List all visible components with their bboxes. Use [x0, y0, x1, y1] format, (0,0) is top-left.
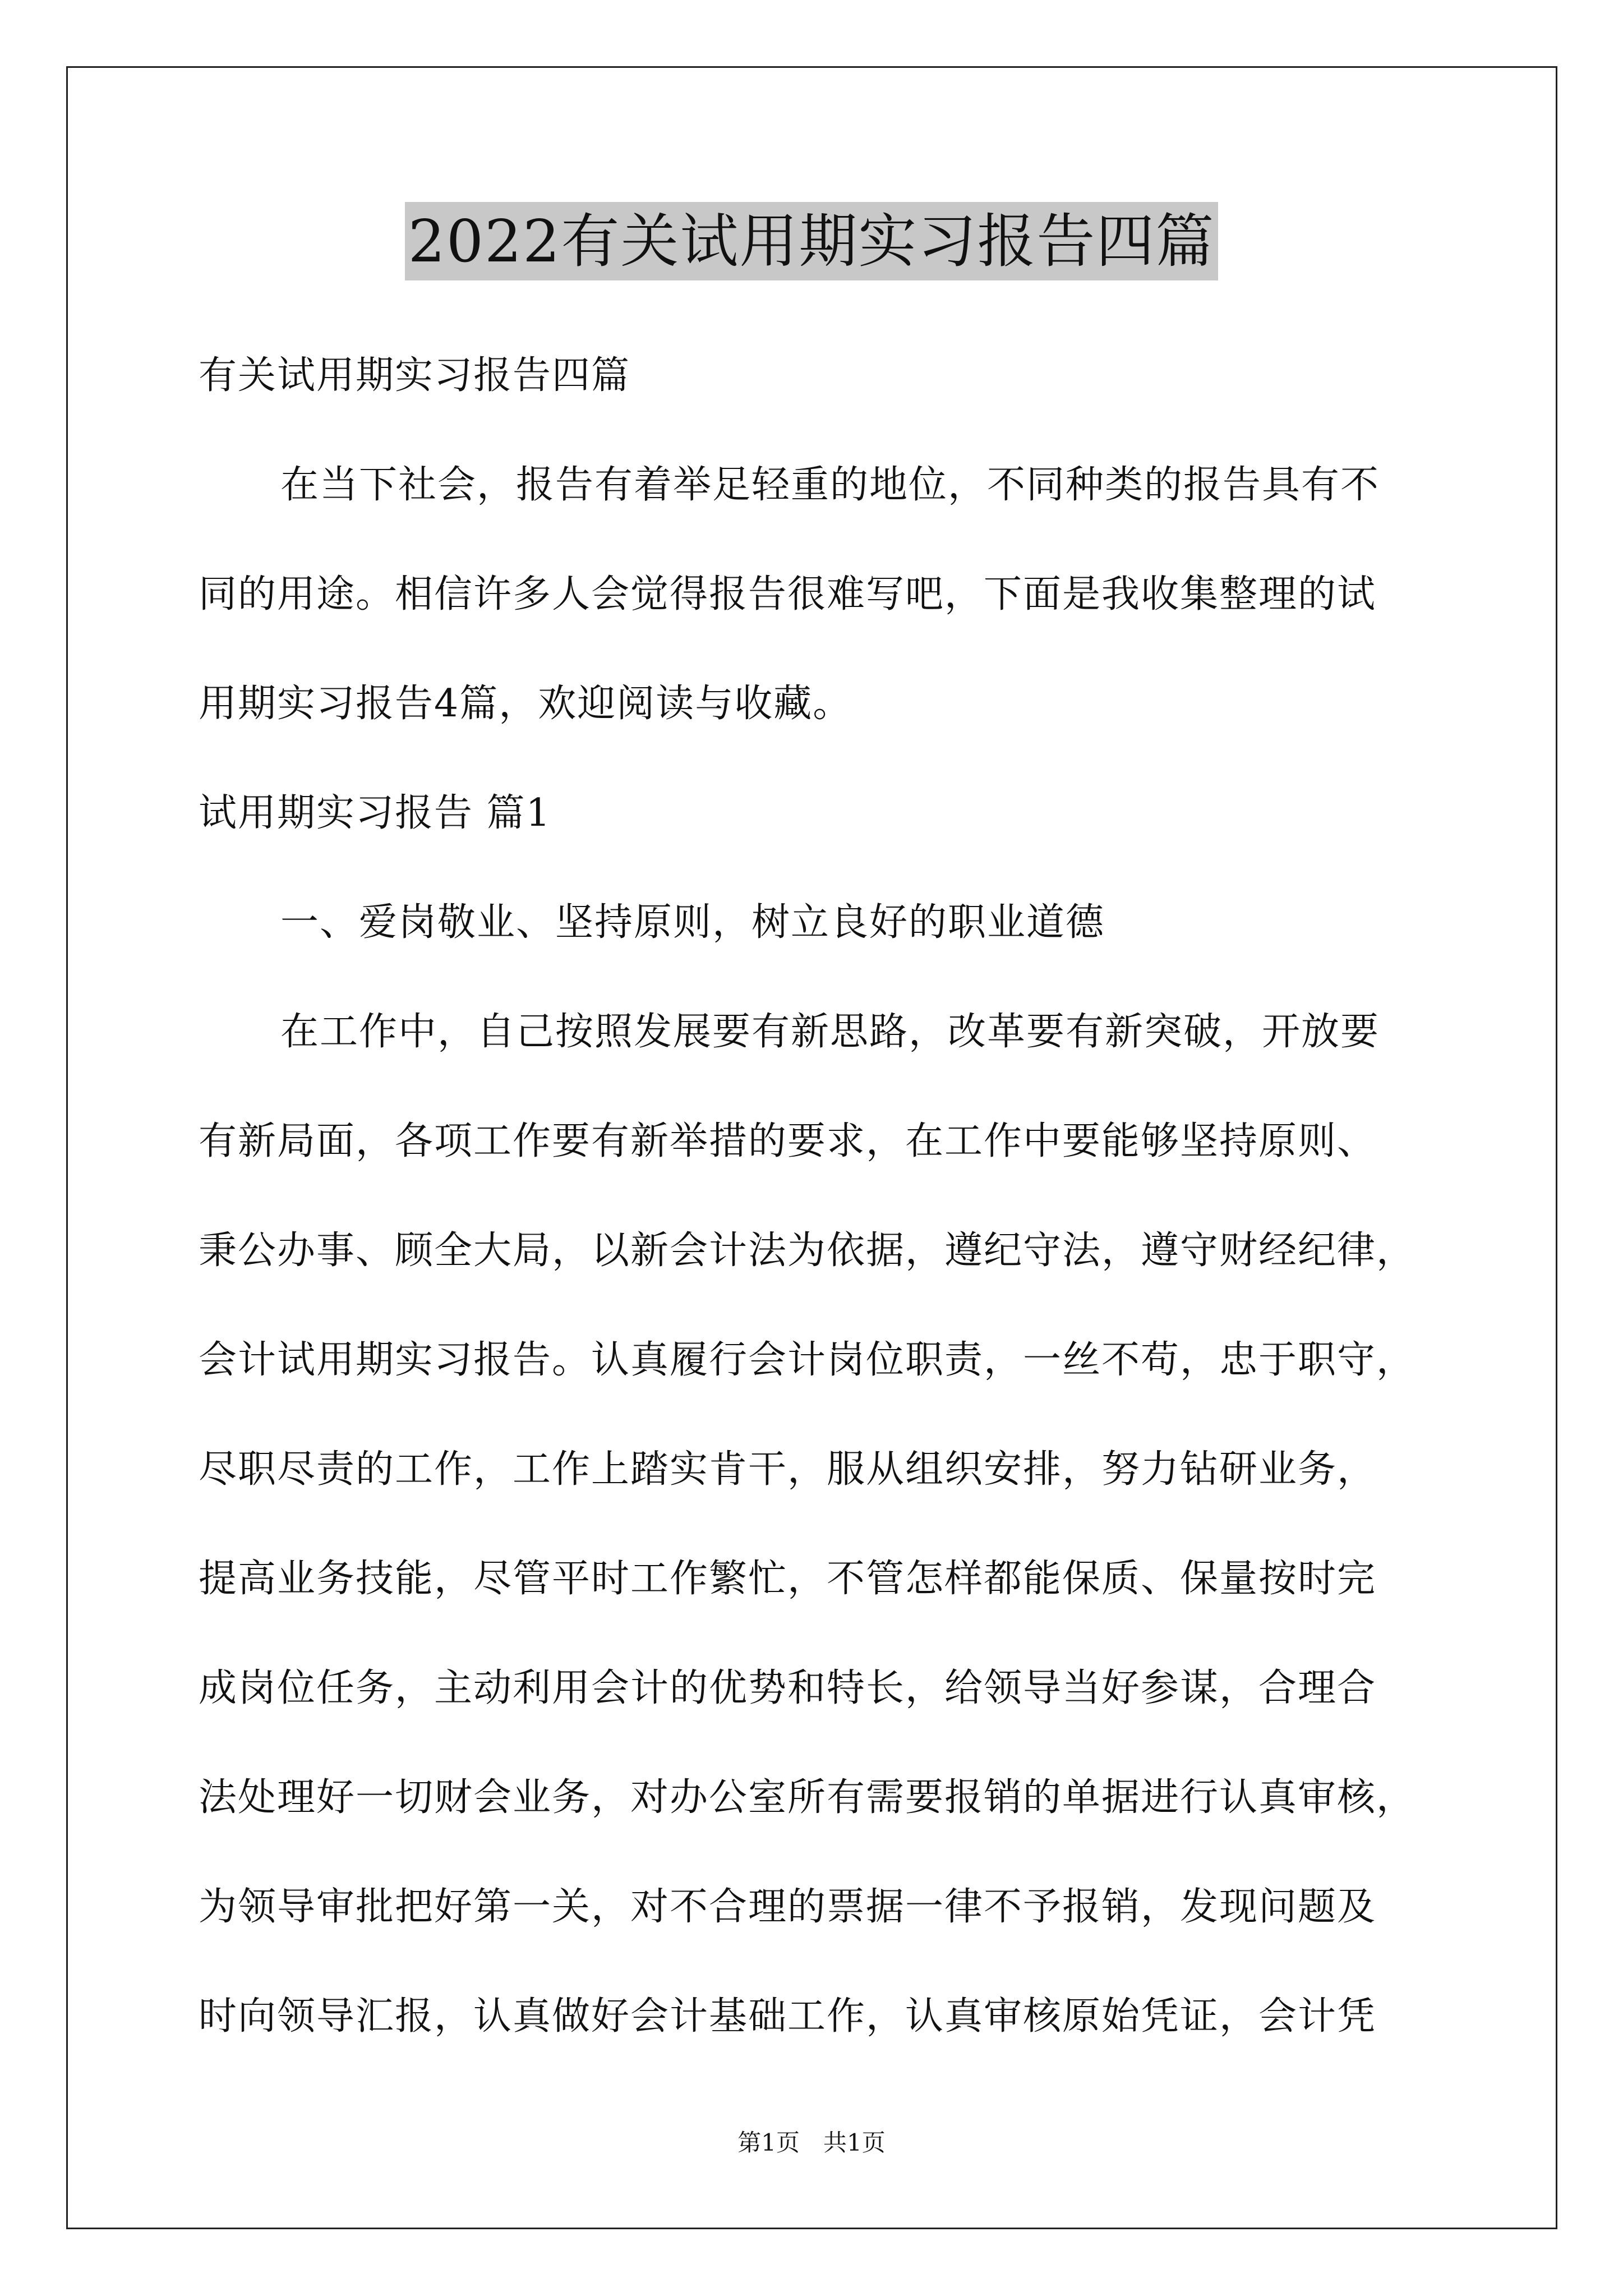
subtitle-line: 有关试用期实习报告四篇	[199, 353, 631, 398]
paragraph-line: 用期实习报告4篇，欢迎阅读与收藏。	[199, 682, 852, 726]
paragraph-line: 时向领导汇报，认真做好会计基础工作，认真审核原始凭证，会计凭	[199, 1994, 1377, 2039]
paragraph-line: 有新局面，各项工作要有新举措的要求，在工作中要能够坚持原则、	[199, 1119, 1377, 1163]
paragraph-line: 提高业务技能，尽管平时工作繁忙，不管怎样都能保质、保量按时完	[199, 1557, 1377, 1601]
paragraph-line: 尽职尽责的工作，工作上踏实肯干，服从组织安排，努力钻研业务，	[199, 1447, 1377, 1492]
paragraph-line: 秉公办事、顾全大局，以新会计法为依据，遵纪守法，遵守财经纪律，	[199, 1228, 1416, 1273]
paragraph-line: 在当下社会，报告有着举足轻重的地位，不同种类的报告具有不	[280, 463, 1380, 507]
section-heading: 试用期实习报告 篇1	[199, 791, 551, 835]
document-title: 2022有关试用期实习报告四篇	[405, 202, 1219, 280]
paragraph-line: 在工作中，自己按照发展要有新思路，改革要有新突破，开放要	[280, 1010, 1380, 1054]
paragraph-line: 同的用途。相信许多人会觉得报告很难写吧，下面是我收集整理的试	[199, 572, 1377, 616]
subsection-heading: 一、爱岗敬业、坚持原则，树立良好的职业道德	[280, 900, 1105, 945]
paragraph-line: 会计试用期实习报告。认真履行会计岗位职责，一丝不苟，忠于职守，	[199, 1338, 1416, 1382]
page-footer: 第1页 共1页	[737, 2129, 886, 2156]
paragraph-line: 成岗位任务，主动利用会计的优势和特长，给领导当好参谋，合理合	[199, 1666, 1377, 1710]
paragraph-line: 法处理好一切财会业务，对办公室所有需要报销的单据进行认真审核，	[199, 1775, 1416, 1820]
paragraph-line: 为领导审批把好第一关，对不合理的票据一律不予报销，发现问题及	[199, 1885, 1377, 1929]
title-container	[0, 202, 1623, 280]
